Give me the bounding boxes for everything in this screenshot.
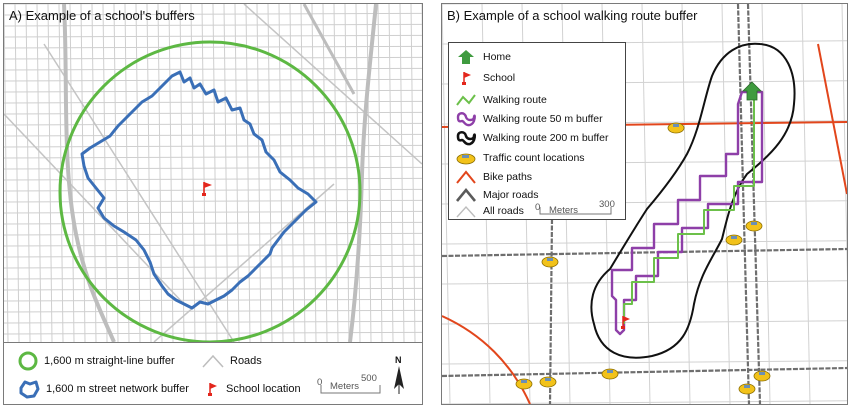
scale-max: 500 [361,373,377,384]
road-segment [290,4,294,342]
scale-unit: Meters [330,381,360,392]
legend-200m-buffer [455,130,608,146]
legend-roads-label: Roads [230,355,262,367]
legend-traffic-count [455,150,585,166]
scale-unit: Meters [549,205,579,216]
traffic-car-icon [668,123,684,133]
road-segment [136,4,140,342]
traffic-car-icon [455,150,477,166]
panel-b-map [441,3,848,405]
roads-swatch-icon [202,353,224,369]
network-buffer-swatch-icon [18,379,40,399]
highway-right [350,4,376,342]
traffic-car-icon [726,235,742,245]
road-segment [389,4,393,342]
road-segment [411,4,415,342]
legend-street-network-buffer [18,379,189,399]
panel-b-title: B) Example of a school walking route buffer [447,8,698,23]
panel-a-map [3,3,423,405]
road-segment [442,241,847,244]
road-segment [70,4,74,342]
bike-path [818,44,847,194]
bike-path [442,316,530,404]
road-segment [442,401,847,404]
panel-a-title: A) Example of a school's buffers [9,8,195,23]
legend-school [455,70,515,86]
school-location-flag [202,182,212,196]
traffic-car-icon [739,384,755,394]
traffic-car-icon [602,369,618,379]
road-segment [400,4,404,342]
legend-walking-route-label: Walking route [483,94,547,106]
road-segment [213,4,217,342]
scale-bar-line [320,383,382,395]
legend-200m-buffer-label: Walking route 200 m buffer [483,132,609,144]
major-road [442,249,847,256]
road-segment [4,332,422,334]
buffer-50-swatch-icon [455,111,477,127]
road-segment [224,4,228,342]
road-segment [114,4,118,342]
road-segment [202,4,206,342]
all-roads-swatch-icon [455,204,477,218]
road-segment [442,321,847,324]
traffic-car-icon [754,371,770,381]
traffic-car-icon [540,377,556,387]
road-segment [81,4,85,342]
traffic-car-icon [516,379,532,389]
school-flag-icon [206,381,220,397]
scale-zero: 0 [535,202,541,213]
legend-home [455,49,511,65]
major-road [748,4,760,404]
road-segment [762,4,770,404]
road-segment [235,4,239,342]
road-segment [15,4,19,342]
road-segment [301,4,305,342]
legend-street-network-label: 1,600 m street network buffer [46,383,189,395]
home-icon [455,49,477,65]
road-segment [682,4,690,404]
home-marker [743,82,761,100]
legend-roads [202,353,262,369]
panel-a-map-canvas [4,4,422,342]
legend-major-label: Major roads [483,189,539,201]
legend-all-roads-label: All roads [483,205,524,217]
road-segment [802,4,810,404]
legend-straight-line-buffer [18,351,175,371]
north-arrow-icon [392,365,406,395]
scale-max: 300 [599,199,615,210]
legend-school-label: School [483,72,516,84]
legend-all-roads [455,204,524,218]
road-segment [26,4,30,342]
scale-zero: 0 [317,377,323,388]
road-segment [4,4,8,342]
major-road [442,368,847,376]
walking-route-50m-buffer [612,92,762,334]
legend-traffic-label: Traffic count locations [483,152,585,164]
road-segment [378,4,382,342]
road-segment [103,4,107,342]
legend-bike-label: Bike paths [483,171,533,183]
major-road-swatch-icon [455,187,477,203]
road-segment [345,4,349,342]
legend-major-roads [455,187,538,203]
road-segment [246,4,250,342]
traffic-car-icon [746,221,762,231]
road-segment [191,4,195,342]
road-segment [180,4,184,342]
scale-bar-line [539,206,613,216]
road-segment [158,4,162,342]
legend-straight-line-label: 1,600 m straight-line buffer [44,355,175,367]
legend-walking-route [455,92,547,108]
walking-route-swatch-icon [455,92,477,108]
school-flag-icon [455,70,477,86]
north-label: N [395,355,402,365]
bike-path-swatch-icon [455,169,477,185]
major-road [550,219,552,404]
traffic-car-icon [542,257,558,267]
road-segment [642,4,650,404]
road-segment [244,4,422,164]
road-segment [312,4,316,342]
legend-50m-buffer [455,111,603,127]
legend-school-location [206,381,301,397]
straight-buffer-swatch-icon [18,351,38,371]
legend-50m-buffer-label: Walking route 50 m buffer [483,113,603,125]
legend-school-label: School location [226,383,301,395]
panel-a-legend [4,342,422,405]
buffer-200-swatch-icon [455,130,477,146]
major-road [738,4,749,404]
road-segment [842,4,847,404]
legend-home-label: Home [483,51,512,63]
road-segment [334,4,338,342]
walking-route [624,100,754,324]
legend-bike-paths [455,169,532,185]
road-segment [37,4,41,342]
road-segment [257,4,261,342]
panel-b-legend [448,42,626,220]
